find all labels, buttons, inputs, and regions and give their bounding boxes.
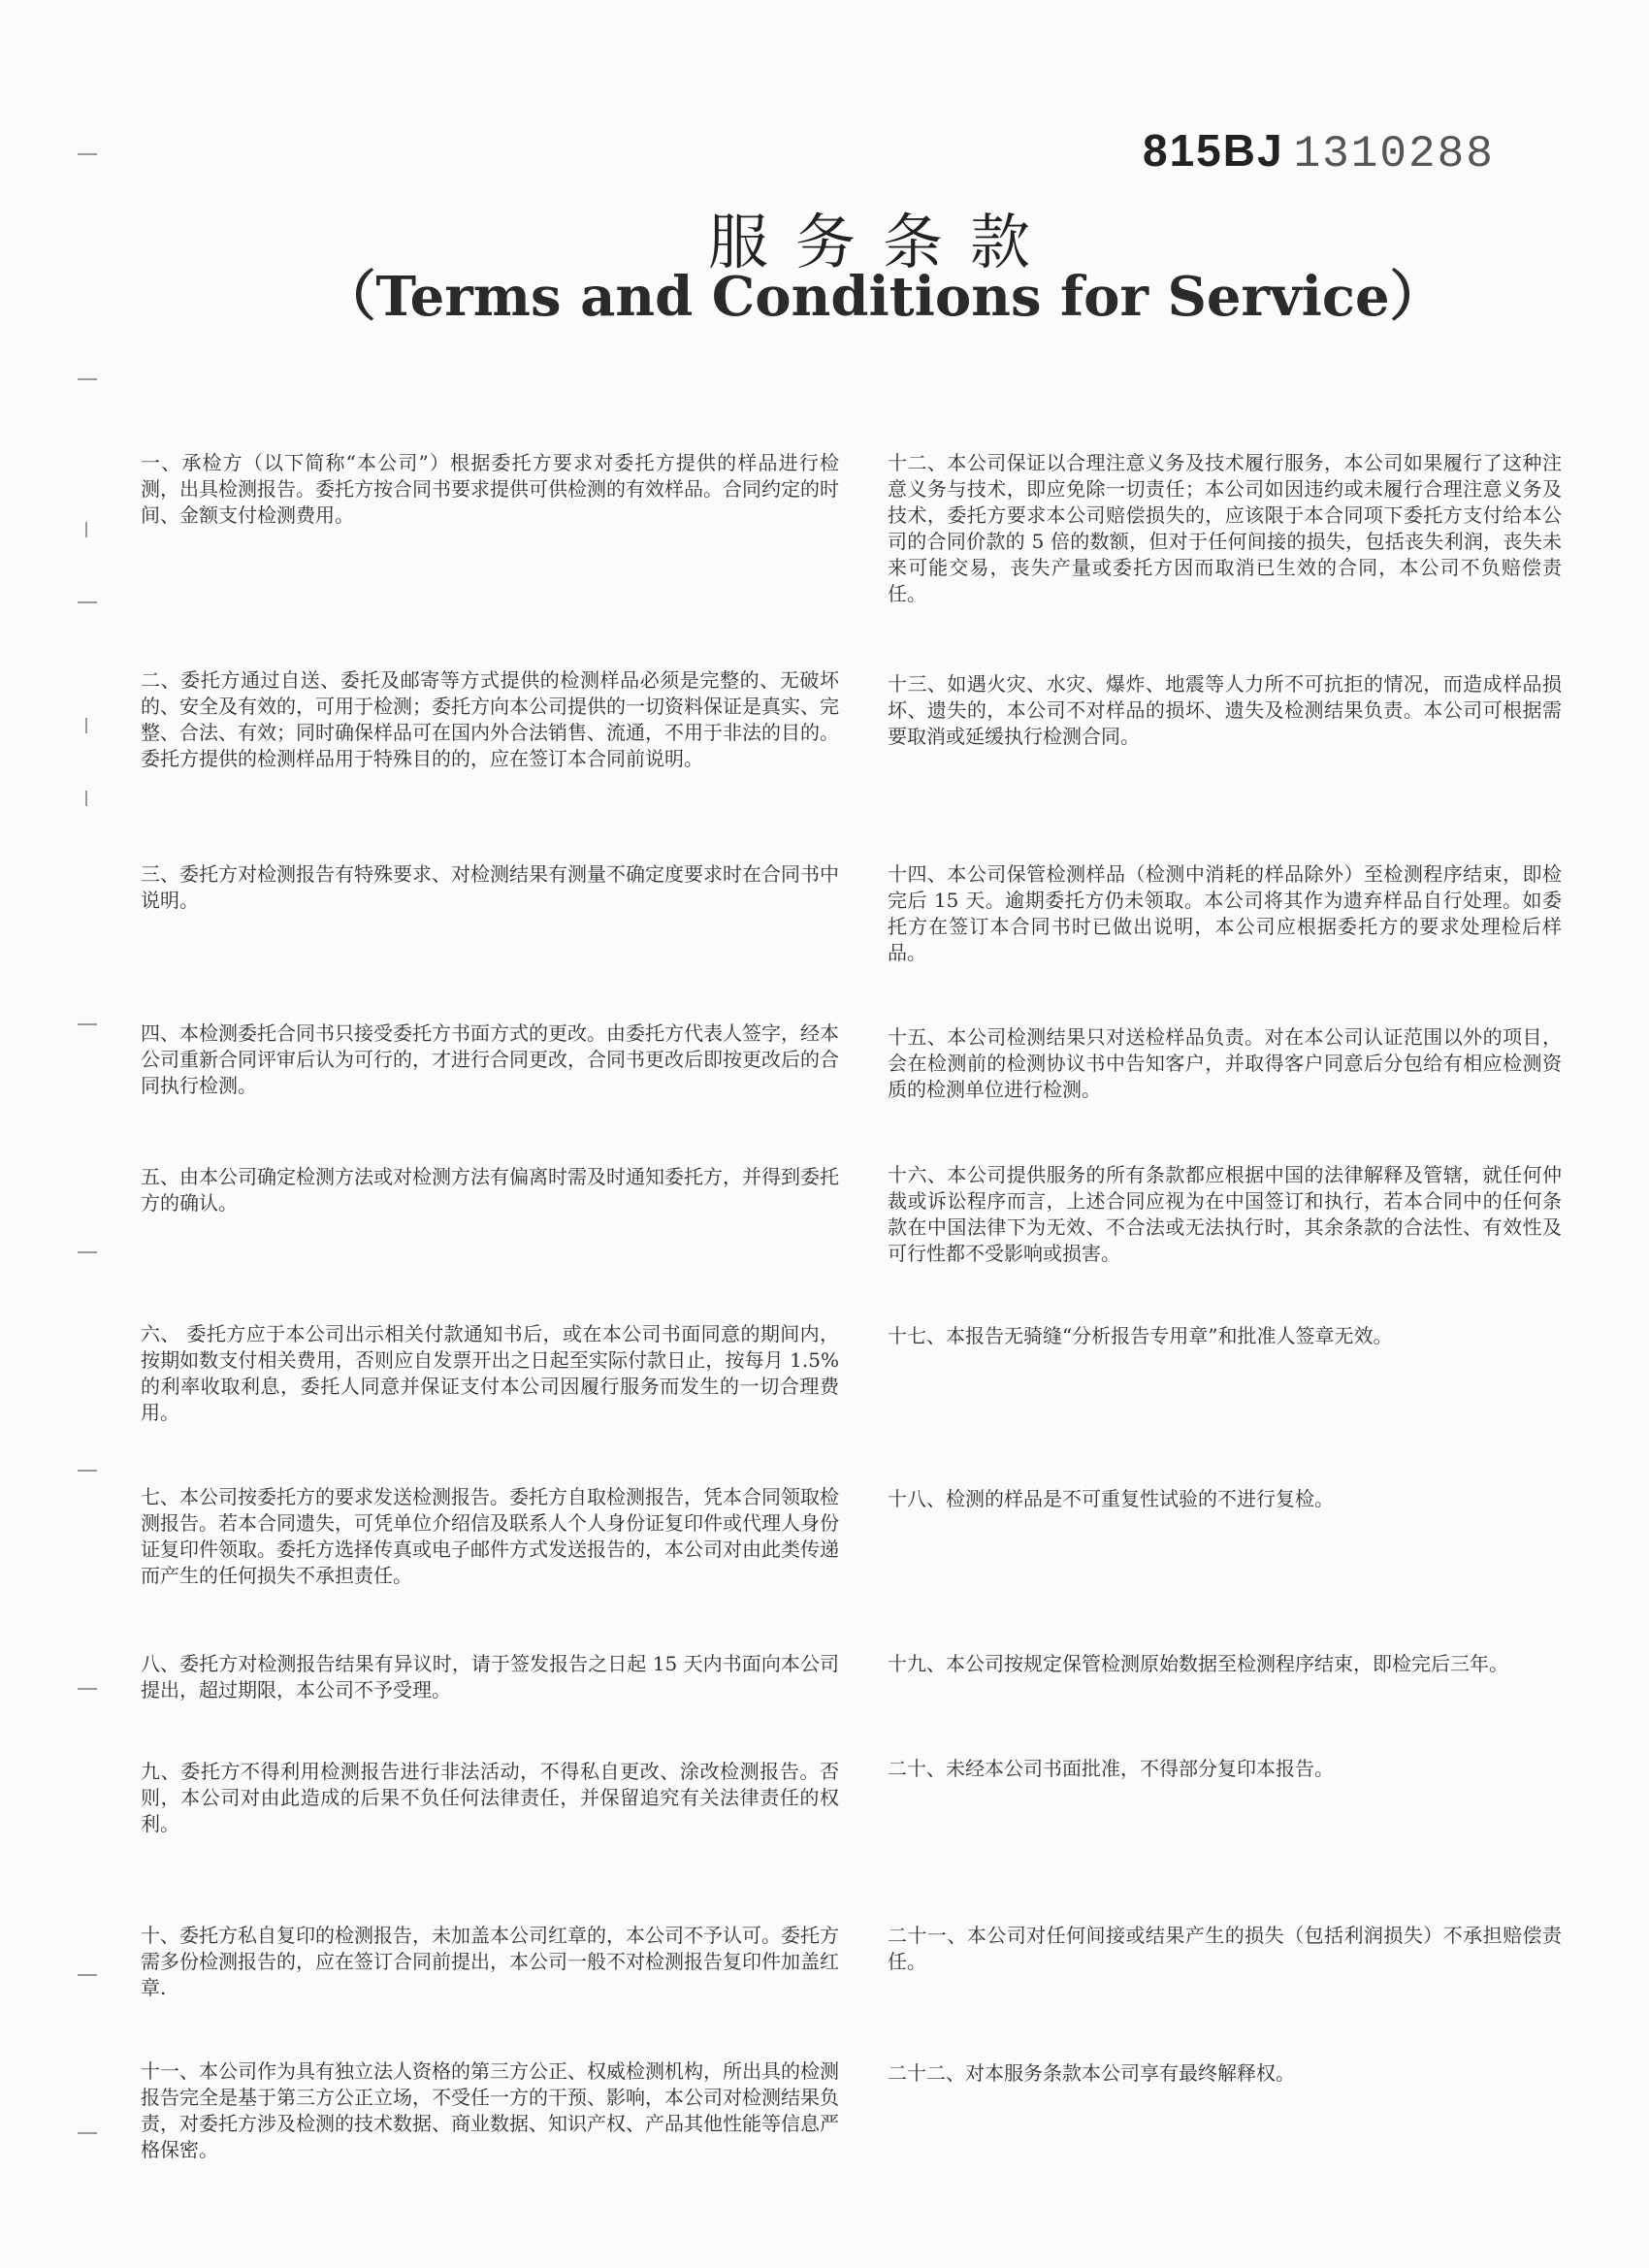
margin-mark bbox=[85, 791, 87, 806]
clause-17: 十七、本报告无骑缝“分析报告专用章”和批准人签章无效。 bbox=[888, 1324, 1393, 1347]
clause-9: 九、委托方不得利用检测报告进行非法活动，不得私自更改、涂改检测报告。否则，本公司对由此造成的后果不负任何法律责任，并保留追究有关法律责任的权利。 bbox=[141, 1760, 839, 1835]
clause-7: 七、本公司按委托方的要求发送检测报告。委托方自取检测报告，凭本合同领取检测报告。若本合同遗失，可凭单位介绍信及联系人个人身份证复印件或代理人身份证复印件领取。委托方选择传真或电子邮件方式发送报告的，本公司对由此类传递而产生的任何损失不承担责任。 bbox=[141, 1485, 839, 1587]
clause-5: 五、由本公司确定检测方法或对检测方法有偏离时需及时通知委托方，并得到委托方的确认。 bbox=[141, 1165, 839, 1215]
clause-18: 十八、检测的样品是不可重复性试验的不进行复检。 bbox=[888, 1487, 1334, 1510]
margin-mark bbox=[78, 2132, 97, 2134]
margin-mark bbox=[78, 1470, 97, 1472]
margin-mark bbox=[78, 1023, 97, 1025]
clause-20: 二十、未经本公司书面批准，不得部分复印本报告。 bbox=[888, 1757, 1334, 1780]
clause-15: 十五、本公司检测结果只对送检样品负责。对在本公司认证范围以外的项目，会在检测前的检测协议书中告知客户，并取得客户同意后分包给有相应检测资质的检测单位进行检测。 bbox=[888, 1025, 1562, 1101]
margin-mark bbox=[78, 378, 97, 380]
clause-2: 二、委托方通过自送、委托及邮寄等方式提供的检测样品必须是完整的、无破坏的、安全及有效的，可用于检测；委托方向本公司提供的一切资料保证是真实、完整、合法、有效；同时确保样品可在国内外合法销售、流通，不用于非法的目的。委托方提供的检测样品用于特殊目的的，应在签订本合同前说明。 bbox=[141, 668, 839, 770]
clause-6: 六、 委托方应于本公司出示相关付款通知书后，或在本公司书面同意的期间内，按期如数支付相关费用，否则应自发票开出之日起至实际付款日止，按每月 1.5%的利率收取利息，委托人同意并保证支付本公司因履行服务而发生的一切合理费用。 bbox=[141, 1322, 839, 1424]
margin-mark bbox=[78, 1974, 97, 1976]
margin-mark bbox=[78, 601, 97, 603]
clause-11: 十一、本公司作为具有独立法人资格的第三方公正、权威检测机构，所出具的检测报告完全是基于第三方公正立场，不受任一方的干预、影响，本公司对检测结果负责，对委托方涉及检测的技术数据、商业数据、知识产权、产品其他性能等信息严格保密。 bbox=[141, 2059, 839, 2161]
clause-4: 四、本检测委托合同书只接受委托方书面方式的更改。由委托方代表人签字，经本公司重新合同评审后认为可行的，才进行合同更改，合同书更改后即按更改后的合同执行检测。 bbox=[141, 1021, 839, 1097]
margin-mark bbox=[78, 1688, 97, 1690]
clause-14: 十四、本公司保管检测样品（检测中消耗的样品除外）至检测程序结束，即检完后 15 天。逾期委托方仍未领取。本公司将其作为遗弃样品自行处理。如委托方在签订本合同书时已做出说明，本公司应根据委托方的要求处理检后样品。 bbox=[888, 862, 1562, 964]
margin-mark bbox=[78, 1251, 97, 1253]
clause-21: 二十一、本公司对任何间接或结果产生的损失（包括利润损失）不承担赔偿责任。 bbox=[888, 1924, 1562, 1973]
clause-8: 八、委托方对检测报告结果有异议时，请于签发报告之日起 15 天内书面向本公司提出，超过期限，本公司不予受理。 bbox=[141, 1652, 839, 1701]
clause-12: 十二、本公司保证以合理注意义务及技术履行服务，本公司如果履行了这种注意义务与技术，即应免除一切责任；本公司如因违约或未履行合理注意义务及技术，委托方要求本公司赔偿损失的，应该限于本合同项下委托方支付给本公司的合同价款的 5 倍的数额，但对于任何间接的损失，包括丧失利润，丧失未来可能交易，丧失产量或委托方因而取消已生效的合同，本公司不负赔偿责任。 bbox=[888, 451, 1562, 605]
document-number-prefix: 815BJ bbox=[1143, 125, 1284, 176]
document-number bbox=[1143, 124, 1495, 179]
clause-1: 一、承检方（以下简称“本公司”）根据委托方要求对委托方提供的样品进行检测，出具检测报告。委托方按合同书要求提供可供检测的有效样品。合同约定的时间、金额支付检测费用。 bbox=[141, 451, 839, 527]
clause-22: 二十二、对本服务条款本公司享有最终解释权。 bbox=[888, 2061, 1295, 2085]
margin-mark bbox=[85, 718, 87, 733]
clause-3: 三、委托方对检测报告有特殊要求、对检测结果有测量不确定度要求时在合同书中说明。 bbox=[141, 862, 839, 912]
page-title-chinese: 服务条款 bbox=[707, 207, 1057, 277]
clause-19: 十九、本公司按规定保管检测原始数据至检测程序结束，即检完后三年。 bbox=[888, 1652, 1508, 1675]
margin-mark bbox=[85, 522, 87, 537]
clause-13: 十三、如遇火灾、水灾、爆炸、地震等人力所不可抗拒的情况，而造成样品损坏、遗失的，本公司不对样品的损坏、遗失及检测结果负责。本公司可根据需要取消或延缓执行检测合同。 bbox=[888, 672, 1562, 748]
page-title-english: （Terms and Conditions for Service） bbox=[321, 265, 1444, 329]
clause-16: 十六、本公司提供服务的所有条款都应根据中国的法律解释及管辖，就任何仲裁或诉讼程序而言，上述合同应视为在中国签订和执行，若本合同中的任何条款在中国法律下为无效、不合法或无法执行时，其余条款的合法性、有效性及可行性都不受影响或损害。 bbox=[888, 1163, 1562, 1265]
document-number-serial: 1310288 bbox=[1293, 129, 1495, 179]
margin-mark bbox=[78, 153, 97, 155]
clause-10: 十、委托方私自复印的检测报告，未加盖本公司红章的，本公司不予认可。委托方需多份检测报告的，应在签订合同前提出，本公司一般不对检测报告复印件加盖红章. bbox=[141, 1924, 839, 1999]
